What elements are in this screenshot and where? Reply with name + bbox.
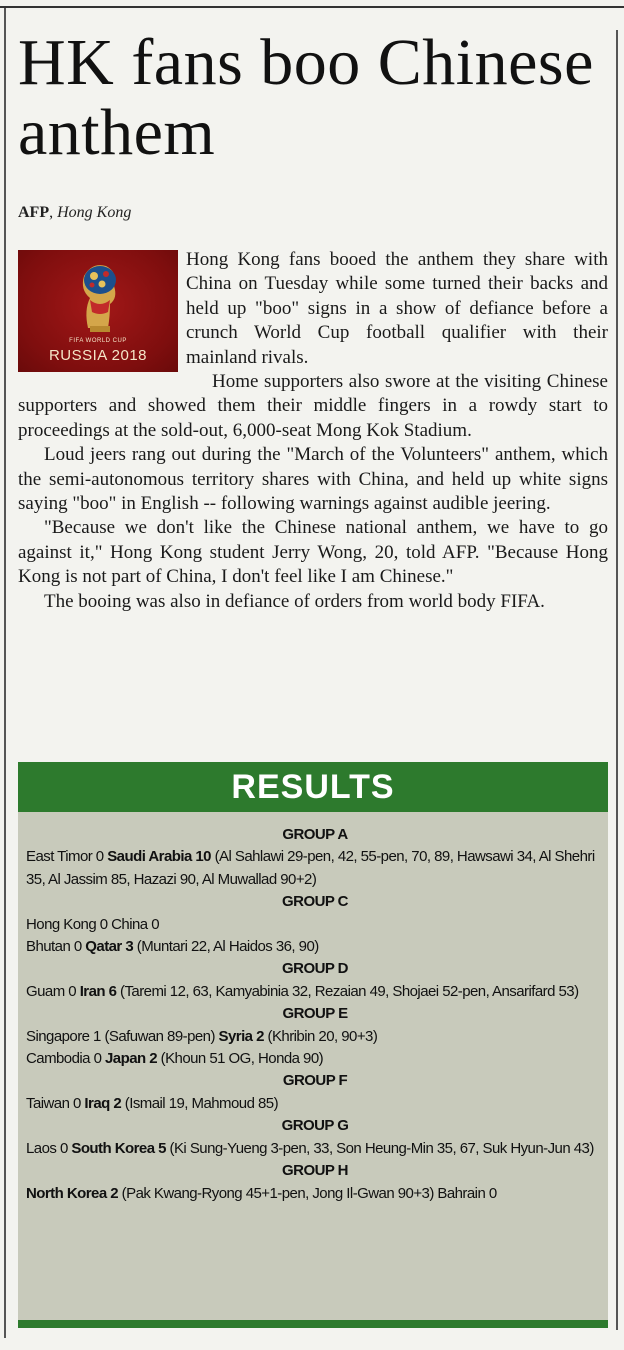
paragraph: Hong Kong fans booed the anthem they share with China on Tuesday while some turned their backs and held up "boo" signs in a show of defiance before a crunch World Cup football qualifier with their mainland rivals.	[186, 249, 608, 368]
match-result: Singapore 1 (Safuwan 89-pen) Syria 2 (Khribin 20, 90+3)	[26, 1027, 378, 1045]
results-panel	[18, 762, 608, 1328]
byline-place: Hong Kong	[57, 204, 132, 221]
match-result: East Timor 0 Saudi Arabia 10 (Al Sahlawi 29-pen, 42, 55-pen, 70, 89, Hawsawi 34, Al Shehri 35, Al Jassim 85, Hazazi 90, Al Muwallad 90+2)	[26, 848, 595, 888]
match-result: Taiwan 0 Iraq 2 (Ismail 19, Mahmoud 85)	[26, 1094, 279, 1112]
match-result: Bhutan 0 Qatar 3 (Muntari 22, Al Haidos 36, 90)	[26, 938, 319, 956]
group-title: GROUP F	[282, 1072, 348, 1090]
match-result: Cambodia 0 Japan 2 (Khoun 51 OG, Honda 90)	[26, 1050, 324, 1068]
match-result: North Korea 2 (Pak Kwang-Ryong 45+1-pen, Jong Il-Gwan 90+3) Bahrain 0	[26, 1184, 497, 1202]
group-title: GROUP A	[282, 826, 348, 843]
results-list	[26, 824, 604, 1205]
match-result: Laos 0 South Korea 5 (Ki Sung-Yueng 3-pen, 33, Son Heung-Min 35, 67, Suk Hyun-Jun 43)	[26, 1139, 594, 1157]
headline: HK fans boo Chinese anthem	[18, 26, 594, 169]
article-body	[18, 248, 608, 614]
paragraph: Loud jeers rang out during the "March of the Volunteers" anthem, which the semi-autonomous territory shares with China, and held up white signs saying "boo" in English -- following warnings against audible jeering.	[18, 444, 608, 515]
results-title: RESULTS	[18, 762, 608, 812]
logo-tagline: FIFA WORLD CUP	[69, 338, 127, 344]
group-title: GROUP C	[282, 893, 348, 911]
logo-event: RUSSIA 2018	[48, 347, 148, 364]
left-rule	[4, 8, 6, 1338]
byline-separator: ,	[49, 204, 54, 221]
top-rule	[0, 6, 624, 8]
match-result: Guam 0 Iran 6 (Taremi 12, 63, Kamyabinia 32, Rezaian 49, Shojaei 52-pen, Ansarifard 53)	[26, 982, 579, 1000]
group-title: GROUP G	[281, 1117, 349, 1135]
results-bottom-bar	[18, 1320, 608, 1328]
byline	[18, 204, 131, 222]
group-title: GROUP D	[282, 960, 348, 978]
right-rule	[616, 30, 618, 1330]
byline-agency: AFP	[18, 204, 50, 221]
paragraph: Home supporters also swore at the visiting Chinese supporters and showed them their middle fingers in a rowdy start to proceedings at the sold-out, 6,000-seat Mong Kok Stadium.	[18, 371, 608, 441]
match-result: Hong Kong 0 China 0	[26, 915, 159, 933]
group-title: GROUP H	[282, 1162, 348, 1180]
logo-float-spacer	[18, 248, 186, 374]
paragraph: "Because we don't like the Chinese national anthem, we have to go against it," Hong Kong student Jerry Wong, 20, told AFP. "Because Hong Kong is not part of China, I don't feel like I am Chinese."	[18, 517, 608, 588]
group-title: GROUP E	[282, 1005, 348, 1023]
paragraph: The booing was also in defiance of orders from world body FIFA.	[44, 590, 545, 612]
